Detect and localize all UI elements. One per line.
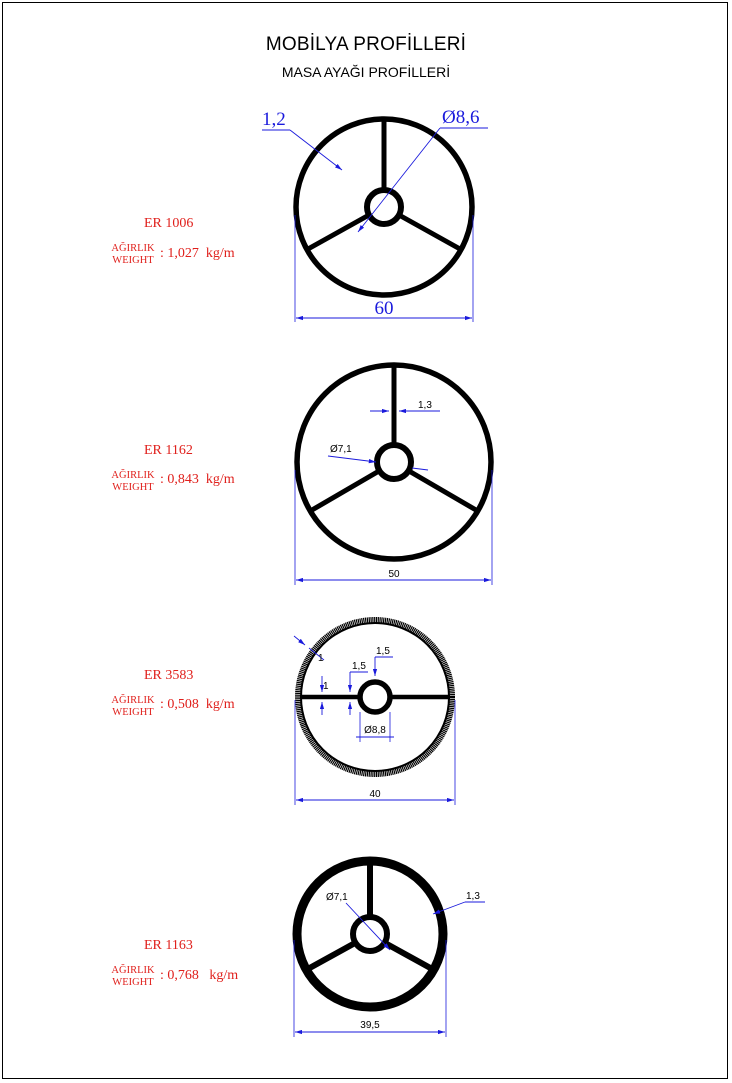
weight-value: : 0,843 kg/m [160, 472, 235, 487]
center-tube [360, 682, 390, 712]
dim-wall: 1,2 [262, 109, 286, 130]
weight-label-tr: AĞIRLIK [111, 695, 155, 706]
dim-bore: Ø8,6 [442, 107, 480, 128]
weight-value: : 0,508 kg/m [160, 697, 235, 712]
weight-label-tr: AĞIRLIK [111, 965, 155, 976]
weight-label-tr: AĞIRLIK [111, 243, 155, 254]
dim-bore: Ø7,1 [326, 892, 348, 903]
weight-value: : 1,027 kg/m [160, 246, 235, 261]
weight-label-en: WEIGHT [112, 255, 154, 266]
weight-label-en: WEIGHT [112, 977, 154, 988]
dim-rib-c: 1,5 [376, 646, 390, 657]
dim-diameter: 50 [388, 569, 400, 580]
profile-code: ER 1006 [144, 216, 194, 231]
dim-bore: Ø8,8 [364, 725, 386, 736]
profile-section-er3583 [294, 620, 455, 805]
dim-wall: 1,3 [418, 400, 432, 411]
weight-label-en: WEIGHT [112, 482, 154, 493]
center-tube [377, 445, 411, 479]
rib [312, 471, 379, 510]
profile-section-er1162 [295, 365, 492, 585]
leader-line [412, 468, 428, 470]
dim-wall: 1 [318, 653, 324, 664]
dim-diameter: 39,5 [360, 1020, 380, 1031]
profile-code: ER 1163 [144, 938, 193, 953]
page-subtitle: MASA AYAĞI PROFİLLERİ [281, 64, 451, 80]
dim-diameter: 40 [369, 789, 381, 800]
profile-code: ER 1162 [144, 443, 193, 458]
rib [399, 215, 460, 249]
profile-section-er1163 [294, 861, 485, 1037]
dim-rib-a: 1 [323, 681, 329, 692]
dim-rib-b: 1,5 [352, 661, 366, 672]
rib [385, 943, 434, 970]
page-title: MOBİLYA PROFİLLERİ [265, 34, 467, 55]
profile-code: ER 3583 [144, 668, 194, 683]
profile-section-er1006 [262, 107, 488, 322]
leader-line [294, 636, 305, 645]
center-tube [353, 917, 387, 951]
rib [308, 215, 369, 249]
dim-bore: Ø7,1 [330, 444, 352, 455]
dim-diameter: 60 [374, 298, 394, 319]
weight-value: : 0,768 kg/m [160, 968, 239, 983]
weight-label-tr: AĞIRLIK [111, 470, 155, 481]
rib [306, 943, 355, 970]
leader-line [328, 456, 376, 462]
rib [409, 471, 476, 510]
dim-wall: 1,3 [466, 891, 480, 902]
center-tube [367, 190, 401, 224]
weight-label-en: WEIGHT [112, 707, 154, 718]
